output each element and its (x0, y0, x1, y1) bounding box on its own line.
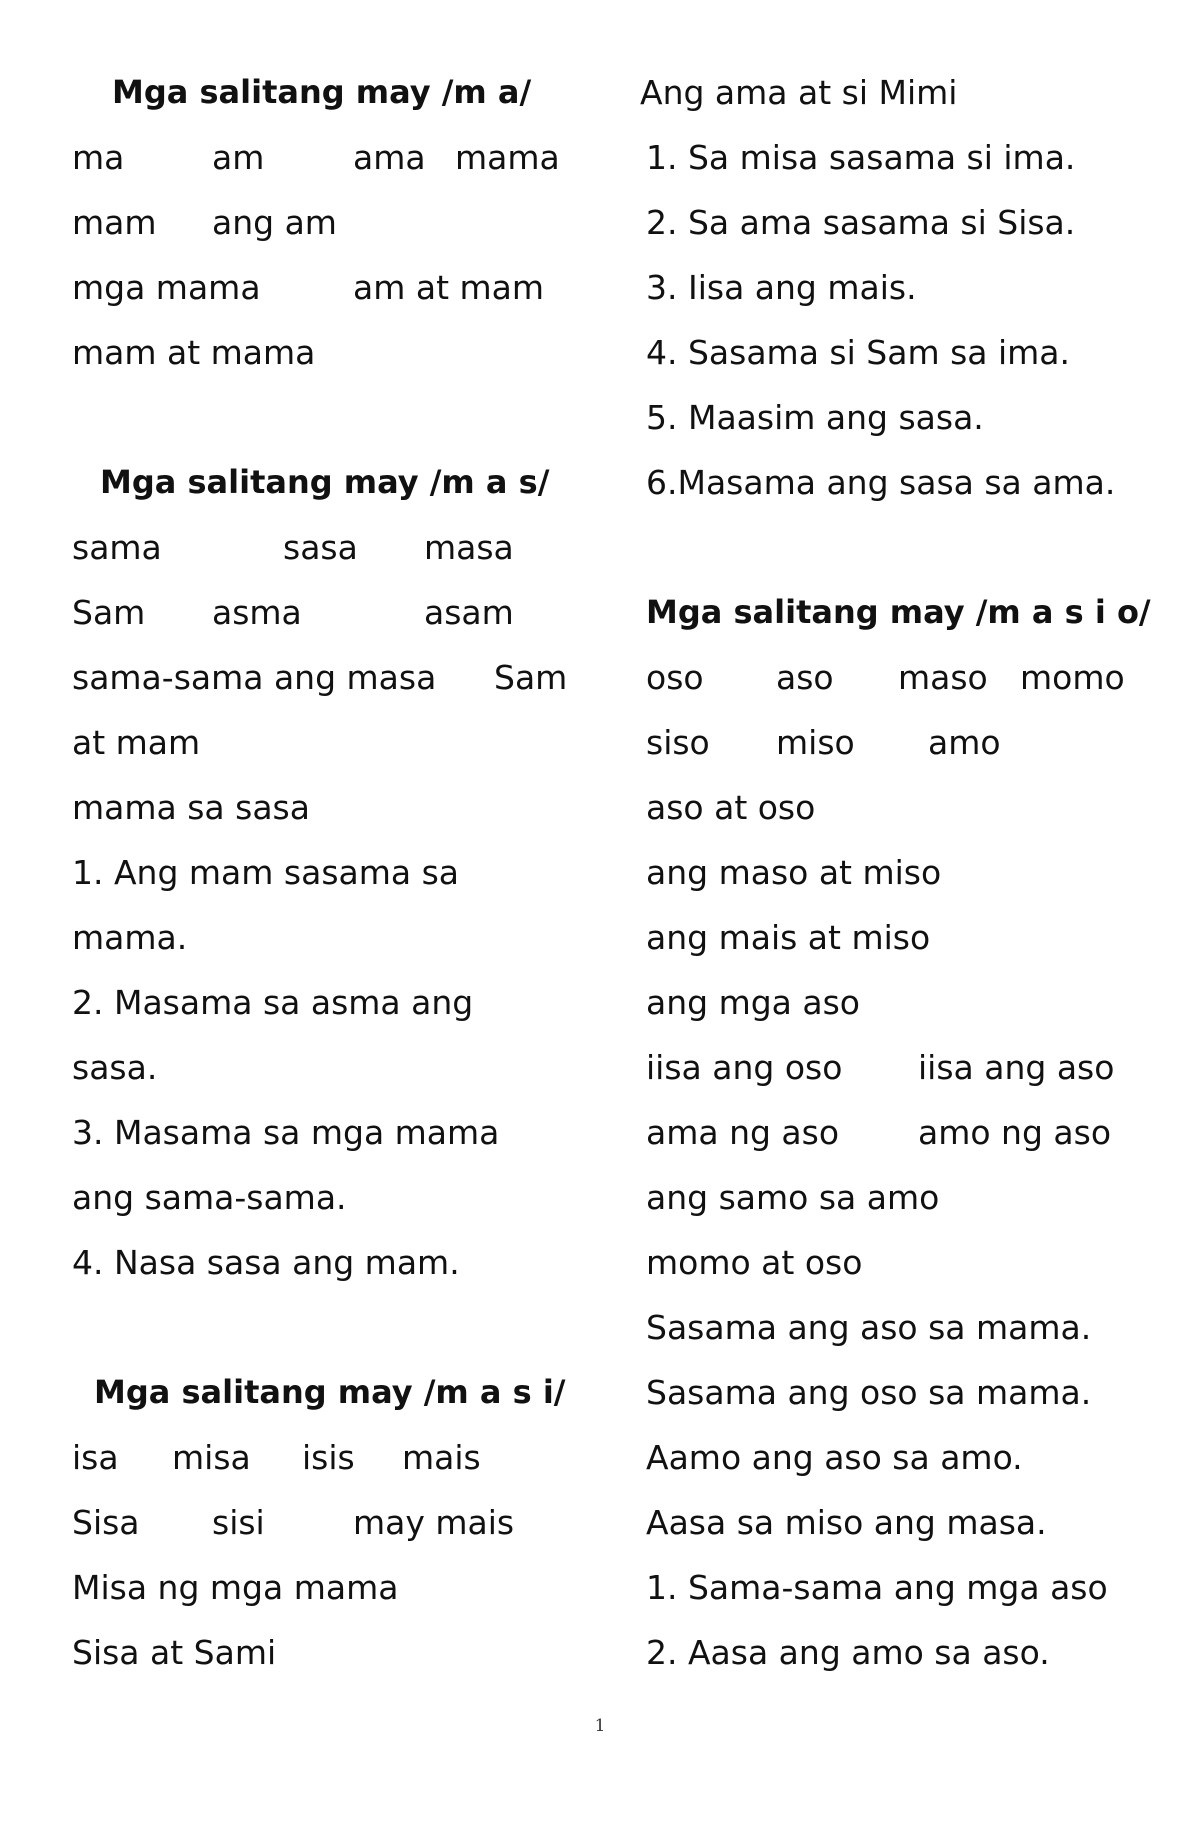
text-line: sasa. (72, 1048, 158, 1087)
word: oso (646, 658, 704, 697)
word-row (646, 1100, 1166, 1165)
word: asam (424, 593, 514, 632)
numbered-sentence: 2. Sa ama sasama si Sisa. (646, 203, 1076, 242)
word: sama (72, 528, 162, 567)
text-line: 3. Masama sa mga mama (72, 1113, 500, 1152)
word: ma (72, 138, 125, 177)
spacer (646, 515, 1166, 580)
word-row (72, 645, 592, 710)
word: isis (302, 1438, 355, 1477)
word: asma (212, 593, 302, 632)
word: mga mama (72, 268, 261, 307)
numbered-sentence: 3. Iisa ang mais. (646, 268, 917, 307)
word: Sisa (72, 1503, 140, 1542)
spacer (72, 1295, 592, 1360)
numbered-sentence: 5. Maasim ang sasa. (646, 398, 984, 437)
word: amo (928, 723, 1001, 762)
right-column (640, 60, 1166, 1685)
text-line: ang maso at miso (646, 853, 942, 892)
text-line: Sasama ang oso sa mama. (646, 1373, 1092, 1412)
section-heading-m-a-s-i: Mga salitang may /m a s i/ (94, 1373, 566, 1411)
text-line: mam at mama (72, 333, 316, 372)
text-line: ang samo sa amo (646, 1178, 940, 1217)
word: ama ng aso (646, 1113, 840, 1152)
section-heading-m-a: Mga salitang may /m a/ (112, 73, 532, 111)
word-row (646, 710, 1166, 775)
word: iisa ang aso (918, 1048, 1115, 1087)
word: mais (402, 1438, 481, 1477)
text-line: 2. Aasa ang amo sa aso. (646, 1633, 1050, 1672)
text-line: at mam (72, 723, 201, 762)
section-heading-m-a-s: Mga salitang may /m a s/ (100, 463, 550, 501)
word-row (646, 1035, 1166, 1100)
word: Sam (494, 658, 568, 697)
text-line: Sasama ang aso sa mama. (646, 1308, 1092, 1347)
text-line: Aasa sa miso ang masa. (646, 1503, 1047, 1542)
text-line: mama sa sasa (72, 788, 310, 827)
page-number: 1 (594, 1716, 606, 1736)
text-line: ang sama-sama. (72, 1178, 347, 1217)
word: isa (72, 1438, 119, 1477)
text-line: Misa ng mga mama (72, 1568, 399, 1607)
word-row (72, 1425, 592, 1490)
word-row (72, 515, 592, 580)
word: sama-sama ang masa (72, 658, 437, 697)
word: masa (424, 528, 514, 567)
text-line: Aamo ang aso sa amo. (646, 1438, 1023, 1477)
word: ama (353, 138, 426, 177)
word-row (72, 580, 592, 645)
word: iisa ang oso (646, 1048, 843, 1087)
word: Sam (72, 593, 146, 632)
word: siso (646, 723, 710, 762)
text-line: momo at oso (646, 1243, 863, 1282)
numbered-sentence: 4. Sasama si Sam sa ima. (646, 333, 1071, 372)
section-heading-m-a-s-i-o: Mga salitang may /m a s i o/ (646, 593, 1151, 631)
text-line: 1. Ang mam sasama sa (72, 853, 460, 892)
word: mam (72, 203, 157, 242)
word: may mais (353, 1503, 515, 1542)
text-line: Sisa at Sami (72, 1633, 277, 1672)
word: misa (172, 1438, 251, 1477)
word: am at mam (353, 268, 545, 307)
word: mama (455, 138, 560, 177)
left-column (72, 60, 592, 1685)
text-line: 2. Masama sa asma ang (72, 983, 474, 1022)
text-line: 1. Sama-sama ang mga aso (646, 1568, 1108, 1607)
word-row (646, 645, 1166, 710)
numbered-sentence: 6.Masama ang sasa sa ama. (646, 463, 1116, 502)
word-row (72, 1490, 592, 1555)
text-line: 4. Nasa sasa ang mam. (72, 1243, 460, 1282)
word: miso (776, 723, 855, 762)
word-row (72, 255, 592, 320)
word: momo (1020, 658, 1125, 697)
text-line: mama. (72, 918, 188, 957)
text-line: ang mga aso (646, 983, 860, 1022)
spacer (72, 385, 592, 450)
word: amo ng aso (918, 1113, 1112, 1152)
text-line: aso at oso (646, 788, 816, 827)
word: ang am (212, 203, 337, 242)
word: sisi (212, 1503, 265, 1542)
text-line: ang mais at miso (646, 918, 931, 957)
word: am (212, 138, 265, 177)
word: maso (898, 658, 988, 697)
word-row (72, 190, 592, 255)
word: sasa (283, 528, 358, 567)
story-title: Ang ama at si Mimi (640, 73, 958, 112)
word: aso (776, 658, 834, 697)
numbered-sentence: 1. Sa misa sasama si ima. (646, 138, 1076, 177)
word-row (72, 125, 592, 190)
